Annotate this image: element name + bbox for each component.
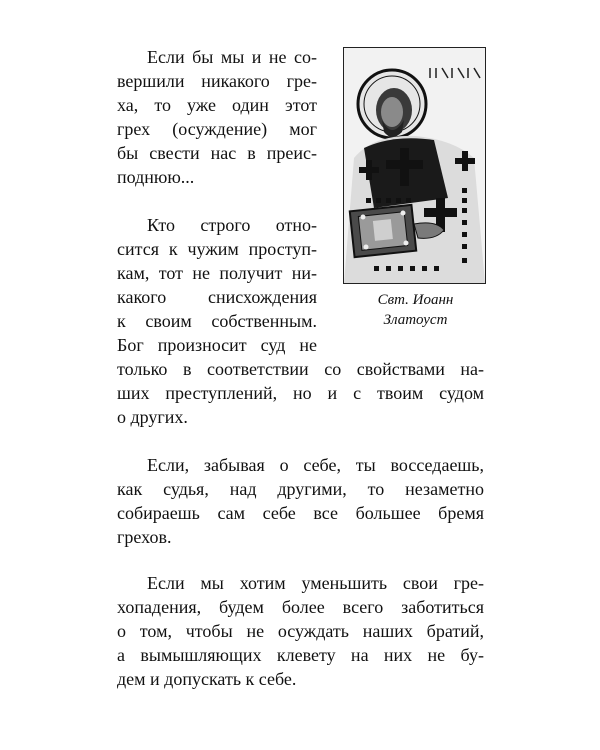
text-line: грехов. bbox=[117, 527, 172, 547]
paragraph-3 bbox=[117, 453, 484, 549]
text-line: какого снисхождения bbox=[117, 287, 317, 307]
text-line: о других. bbox=[117, 407, 188, 427]
text-line: только в соответствии со свойствами на- bbox=[117, 359, 484, 379]
text-line: бы свести нас в преис- bbox=[117, 143, 317, 163]
icon-illustration bbox=[344, 48, 485, 283]
text-line: Если бы мы и не со- bbox=[147, 47, 317, 67]
text-line: сится к чужим проступ- bbox=[117, 239, 317, 259]
text-line: поднюю... bbox=[117, 167, 195, 187]
paragraph-2 bbox=[117, 213, 317, 333]
text-line: ших преступлений, но и с твоим судом bbox=[117, 383, 484, 403]
paragraph-2-continued bbox=[117, 333, 484, 429]
text-line: Бог произносит суд не bbox=[117, 335, 317, 355]
saint-john-chrysostom-icon bbox=[343, 47, 486, 284]
text-line: к своим собственным. bbox=[117, 311, 317, 331]
text-line: Если, забывая о себе, ты восседаешь, bbox=[147, 455, 484, 475]
text-line: дем и допускать к себе. bbox=[117, 669, 297, 689]
text-line: как судья, над другими, то незаметно bbox=[117, 479, 484, 499]
caption-line: Златоуст bbox=[383, 312, 448, 328]
caption-line: Свт. Иоанн bbox=[377, 292, 454, 308]
text-line: вершили никакого гре- bbox=[117, 71, 317, 91]
text-line: грех (осуждение) мог bbox=[117, 119, 317, 139]
image-caption bbox=[345, 290, 486, 330]
paragraph-4 bbox=[117, 571, 484, 691]
text-line: хопадения, будем более всего заботиться bbox=[117, 597, 484, 617]
text-line: а вымышляющих клевету на них не бу- bbox=[117, 645, 484, 665]
text-line: Если мы хотим уменьшить свои гре- bbox=[147, 573, 484, 593]
text-line: ха, то уже один этот bbox=[117, 95, 317, 115]
text-line: кам, тот не получит ни- bbox=[117, 263, 317, 283]
text-line: собираешь сам себе все большее бремя bbox=[117, 503, 484, 523]
paragraph-1 bbox=[117, 45, 317, 189]
text-line: Кто строго отно- bbox=[147, 215, 317, 235]
text-line: о том, чтобы не осуждать наших братий, bbox=[117, 621, 484, 641]
